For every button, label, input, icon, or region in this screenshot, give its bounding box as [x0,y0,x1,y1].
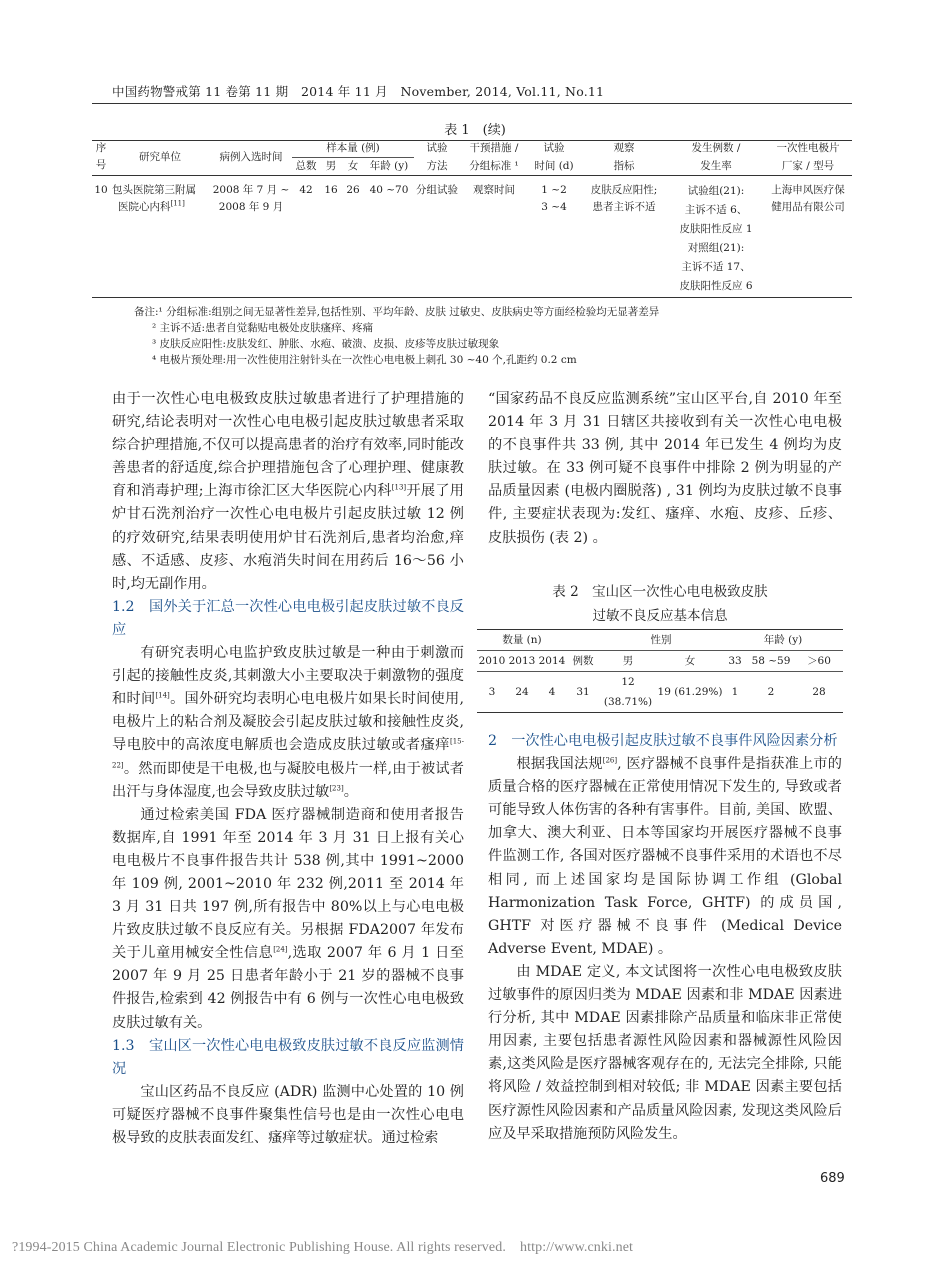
th-intervention1: 干预措施 / [469,142,519,154]
row-cases-line: 皮肤阳性反应 1 [679,223,753,235]
row-unit-line2: 医院心内科 [118,201,171,213]
row-cases-line: 皮肤阳性反应 6 [679,280,753,292]
note-2: ² 主诉不适:患者自觉黏贴电极处皮肤瘙痒、疼痛 [152,322,374,334]
table1 [92,140,852,296]
section-2-heading: 2 一次性心电电极引起皮肤过敏不良事件风险因素分析 [488,733,838,749]
table1-title: 表 1 (续) [444,123,506,138]
row-total: 42 [299,184,313,196]
t2-head-gender: 性别 [650,634,672,646]
th-obs2: 指标 [613,159,635,172]
row-female: 26 [346,184,360,196]
t2-sub: 男 [622,655,634,667]
th-method2: 方法 [426,159,448,172]
note-1: 备注:¹ 分组标准:组别之间无显著性差异,包括性别、平均年龄、皮肤 过敏史、皮肤病史等方面经检验均无显著差异 [134,306,660,318]
row-maker-line1: 上海申风医疗保 [771,184,845,196]
row-cases [668,182,764,296]
table1-row [92,182,852,296]
th-time1: 试验 [543,142,565,154]
th-cases1: 发生例数 / [691,142,741,154]
right-paragraph-3: 由 MDAE 定义, 本文试图将一次性心电电极致皮肤过敏事件的原因归类为 MDAE 因素和非 MDAE 因素进行分析, 其中 MDAE 因素排除产品质量和临床非正常使用因素, 主要包括患者源性风险因素和器械源性风险因素,这类风险是医疗器械客观存在的, 无法完全排除, 只能将风险 / 效益控制到相对较低; 非 MDAE 因素主要包括医疗源性风险因素和产品质量风险因素, 发现这类风险后应及早采取措施预防风险发生。 [488,963,842,1142]
row-age: 40 ~70 [369,184,409,196]
t2-head-count: 数量 (n) [502,634,542,646]
t2-sub: 2014 [538,655,566,667]
left-paragraph-4: 宝山区药品不良反应 (ADR) 监测中心处置的 10 例可疑医疗器械不良事件聚集性信号也是由一次性心电电极导致的皮肤表面发红、瘙痒等过敏症状。通过检索 [112,1083,464,1146]
row-obs [580,182,668,296]
left-paragraph-3: 通过检索美国 FDA 医疗器械制造商和使用者报告数据库,自 1991 年至 2014 年 3 月 31 日上报有关心电电极片不良事件报告共计 538 例,其中 1991~2000 年 109 例, 2001~2010 年 232 例,2011 至 2014 年 3 月 31 日共 197 例,所有报告中 80%以上与心电电极片致皮肤过敏不良反应有关。另根据 FDA2007 年发布关于儿童用械安全性信息[24],选取 2007 年 6 月 1 日至 2007 年 9 月 25 日患者年龄小于 21 岁的器械不良事件报告,检索到 42 例报告中有 6 例与一次性心电电极致皮肤过敏有关。 [112,806,464,1031]
table2-caption [474,580,846,628]
t2-head-age: 年龄 (y) [763,634,803,646]
t2-value: 19 (61.29%) [657,686,723,698]
row-obs-line2: 患者主诉不适 [592,201,656,213]
table2 [477,630,843,713]
note-4: ⁴ 电极片预处理:用一次性使用注射针头在一次性心电电极上刺孔 30 ~40 个,孔距约 0.2 cm [152,354,577,366]
table2-caption-line2: 过敏不良反应基本信息 [592,608,728,624]
th-method1: 试验 [426,142,448,154]
row-time [528,182,580,296]
t2-value: 31 [576,686,590,698]
th-female: 女 [347,160,359,172]
th-period: 病例入选时间 [219,151,283,163]
row-no: 10 [94,184,108,196]
th-sample: 样本量 (例) [292,140,414,158]
table1-notes [134,304,659,368]
page-number: 689 [820,1171,845,1186]
t2-sub: 58 ~59 [751,655,791,667]
t2-value: 1 [731,686,739,698]
row-time-line1: 1 ~2 [541,184,567,196]
row-cases-line: 主诉不适 17、 [681,261,751,273]
row-maker-line2: 健用品有限公司 [771,201,845,213]
t2-sub: 2013 [508,655,536,667]
row-cases-line: 试验组(21): [687,185,745,197]
t2-value: 12 (38.71%) [603,676,653,708]
row-time-line2: 3 ~4 [541,201,567,213]
t2-sub: ＞60 [807,655,831,667]
row-unit [110,182,210,296]
row-obs-line1: 皮肤反应阳性; [590,184,658,196]
t2-sub: 女 [684,655,696,667]
journal-header: 中国药物警戒第 11 卷第 11 期 2014 年 11 月 November, 2014, Vol.11, No.11 [112,84,605,99]
t2-sub: 2010 [478,655,506,667]
th-maker1: 一次性电极片 [776,142,840,154]
left-column [112,388,464,1150]
table2-caption-line1: 表 2 宝山区一次性心电电极致皮肤 [552,584,768,600]
copyright-footer: ?1994-2015 China Academic Journal Electronic Publishing House. All rights reserved. http://www.cnki.net [12,1240,634,1255]
th-maker2: 厂家 / 型号 [781,159,835,172]
section-1-2-heading: 1.2 国外关于汇总一次性心电电极引起皮肤过敏不良反应 [112,598,464,638]
row-period [210,182,292,296]
right-column-top [488,388,842,550]
t2-sub: 例数 [572,655,594,667]
t2-value: 2 [767,686,775,698]
row-maker [764,182,852,296]
left-paragraph-1: 由于一次性心电电极致皮肤过敏患者进行了护理措施的研究,结论表明对一次性心电电极引起皮肤过敏患者采取综合护理措施,不仅可以提高患者的治疗有效率,同时能改善患者的舒适度,综合护理措施包含了心理护理、健康教育和消毒护理;上海市徐汇区大华医院心内科[13]开展了用炉甘石洗剂治疗一次性心电电极片引起皮肤过敏 12 例的疗效研究,结果表明使用炉甘石洗剂后,患者均治愈,痒感、不适感、皮疹、水疱消失时间在用药后 16～56 小时,均无副作用。 [112,391,464,592]
row-unit-line1: 包头医院第三附属 [112,184,196,196]
row-period-line2: 2008 年 9 月 [218,201,284,213]
th-unit: 研究单位 [139,151,181,163]
row-male: 16 [324,184,338,196]
row-cases-line: 对照组(21): [687,242,745,254]
row-intervention: 观察时间 [473,184,515,196]
th-obs1: 观察 [613,142,635,154]
row-cases-line: 主诉不适 6、 [684,204,748,216]
t2-value: 3 [488,686,496,698]
th-no: 序号 [95,142,107,171]
right-paragraph-2: 根据我国法规[26], 医疗器械不良事件是指获准上市的质量合格的医疗器械在正常使用情况下发生的, 导致或者可能导致人体伤害的各种有害事件。目前, 美国、欧盟、加拿大、澳大利亚、日本等国家均开展医疗器械不良事件监测工作, 各国对医疗器械不良事件采用的术语也不尽相同, 而上述国家均是国际协调工作组 (Global Harmonization Task Force, GHTF) 的成员国, GHTF 对医疗器械不良事件 (Medical Device Adverse Event, MDAE) 。 [488,756,842,957]
th-cases2: 发生率 [700,159,732,172]
right-paragraph-1: “国家药品不良反应监测系统”宝山区平台,自 2010 年至 2014 年 3 月 31 日辖区共接收到有关一次性心电电极的不良事件共 33 例, 其中 2014 年已发生 4 例均为皮肤过敏。在 33 例可疑不良事件中排除 2 例为明显的产品质量因素 (电极内圈脱落) , 31 例均为皮肤过敏不良事件, 主要症状表现为:发红、瘙痒、水疱、皮疹、丘疹、皮肤损伤 (表 2) 。 [488,391,842,546]
left-paragraph-2: 有研究表明心电监护致皮肤过敏是一种由于刺激而引起的接触性皮炎,其刺激大小主要取决于刺激物的强度和时间[14]。国外研究均表明心电电极片如果长时间使用,电极片上的粘合剂及凝胶会引起皮肤过敏和接触性皮炎,导电胶中的高浓度电解质也会造成皮肤过敏或者瘙痒[15-22]。然而即使是干电极,也与凝胶电极片一样,由于被试者出汗与身体湿度,也会导致皮肤过敏[23]。 [112,645,464,800]
row-period-line1: 2008 年 7 月 ~ [212,184,290,196]
th-age: 年龄 (y) [369,160,409,172]
note-3: ³ 皮肤反应阳性:皮肤发红、肿胀、水疱、破溃、皮损、皮疹等皮肤过敏现象 [152,338,500,350]
section-1-3-heading: 1.3 宝山区一次性心电电极致皮肤过敏不良反应监测情况 [112,1037,464,1077]
t2-value: 24 [515,686,529,698]
th-male: 男 [325,160,337,172]
th-intervention2: 分组标准 ¹ [469,159,519,172]
right-column-bottom [488,730,842,1146]
th-time2: 时间 (d) [534,159,574,172]
row-method: 分组试验 [416,184,458,196]
row-unit-line2-wrap [112,199,208,216]
t2-sub: 33 [728,655,742,667]
t2-value: 28 [812,686,826,698]
row-unit-ref: [11] [170,199,185,208]
t2-value: 4 [548,686,556,698]
header-rule [92,103,852,104]
th-total: 总数 [295,160,317,172]
table1-bottom-rule [92,297,852,298]
